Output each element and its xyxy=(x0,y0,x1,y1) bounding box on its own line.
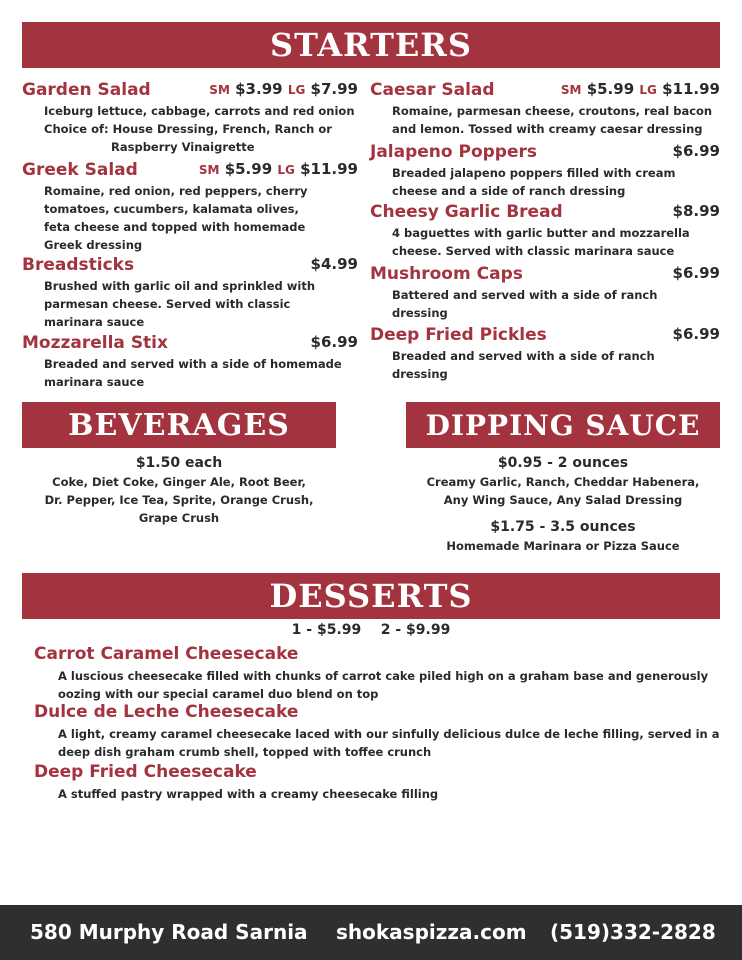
dessert-name: Deep Fried Cheesecake xyxy=(34,762,257,782)
item-name: Cheesy Garlic Bread xyxy=(370,202,563,222)
item-name: Jalapeno Poppers xyxy=(370,142,538,162)
dipping-price-small: $0.95 - 2 ounces xyxy=(497,455,629,471)
menu-item-greek-salad xyxy=(22,160,358,256)
dessert-name: Carrot Caramel Cheesecake xyxy=(34,644,299,664)
beverages-list-line: Grape Crush xyxy=(138,511,220,525)
menu-item-breadsticks xyxy=(22,255,358,333)
footer-address: 580 Murphy Road Sarnia xyxy=(30,920,308,944)
item-price: SM $3.99 LG $7.99 xyxy=(209,80,358,98)
item-description: 4 baguettes with garlic butter and mozzarella cheese. Served with classic marinara sauce xyxy=(392,226,690,258)
item-description: Romaine, parmesan cheese, croutons, real bacon and lemon. Tossed with creamy caesar dressing xyxy=(392,104,713,136)
desserts-pricing: 1 - $5.99 2 - $9.99 xyxy=(291,622,451,638)
footer-bar xyxy=(0,905,742,960)
item-description: Breaded and served with a side of ranch dressing xyxy=(392,349,655,381)
starters-banner xyxy=(22,22,720,68)
dipping-sauce-section xyxy=(406,453,720,555)
dessert-item-dulce-de-leche xyxy=(34,702,720,761)
item-price: $6.99 xyxy=(310,333,358,351)
menu-item-mozzarella-stix xyxy=(22,333,358,393)
item-name: Mushroom Caps xyxy=(370,264,523,284)
beverages-section xyxy=(22,453,336,527)
dipping-sauce-banner xyxy=(406,402,720,448)
item-name: Deep Fried Pickles xyxy=(370,325,547,345)
item-description: Romaine, red onion, red peppers, cherry tomatoes, cucumbers, kalamata olives, feta cheese and topped with homemade Greek dressing xyxy=(44,184,308,252)
menu-item-deep-fried-pickles xyxy=(370,325,720,385)
item-description: Brushed with garlic oil and sprinkled with parmesan cheese. Served with classic marinara sauce xyxy=(44,279,316,329)
item-price: SM $5.99 LG $11.99 xyxy=(198,160,358,178)
dessert-description: A light, creamy caramel cheesecake laced with our sinfully delicious dulce de leche filling, served in a deep dish graham crumb shell, topped with toffee crunch xyxy=(58,727,720,759)
desserts-title: DESSERTS xyxy=(269,577,473,615)
item-description: Breaded jalapeno poppers filled with cream cheese and a side of ranch dressing xyxy=(392,166,676,198)
item-name: Mozzarella Stix xyxy=(22,333,168,353)
dipping-list-line: Homemade Marinara or Pizza Sauce xyxy=(446,539,680,553)
item-price: $8.99 xyxy=(672,202,720,220)
item-name: Garden Salad xyxy=(22,80,151,100)
dipping-price-large: $1.75 - 3.5 ounces xyxy=(490,519,636,535)
menu-item-jalapeno-poppers xyxy=(370,142,720,202)
starters-title: STARTERS xyxy=(270,26,472,64)
menu-item-cheesy-garlic-bread xyxy=(370,202,720,262)
dessert-item-carrot-caramel xyxy=(34,644,708,703)
dipping-list-line: Creamy Garlic, Ranch, Cheddar Habenera, xyxy=(426,475,700,489)
item-price: $6.99 xyxy=(672,264,720,282)
beverages-list-line: Dr. Pepper, Ice Tea, Sprite, Orange Crush, xyxy=(44,493,314,507)
menu-item-mushroom-caps xyxy=(370,264,720,324)
beverages-list-line: Coke, Diet Coke, Ginger Ale, Root Beer, xyxy=(52,475,306,489)
menu-item-garden-salad xyxy=(22,80,358,158)
footer-website[interactable]: shokaspizza.com xyxy=(336,920,527,944)
beverages-price: $1.50 each xyxy=(135,455,223,471)
item-description: Iceburg lettuce, cabbage, carrots and red onion Choice of: House Dressing, French, Ranch or Raspberry Vinaigrette xyxy=(44,104,355,154)
footer-phone[interactable]: (519)332-2828 xyxy=(550,920,716,944)
dessert-name: Dulce de Leche Cheesecake xyxy=(34,702,299,722)
item-price: $6.99 xyxy=(672,325,720,343)
beverages-title: BEVERAGES xyxy=(68,407,290,443)
desserts-banner xyxy=(22,573,720,619)
dessert-description: A luscious cheesecake filled with chunks of carrot cake piled high on a graham base and generously oozing with our special caramel duo blend on top xyxy=(58,669,709,701)
item-name: Caesar Salad xyxy=(370,80,495,100)
item-price: SM $5.99 LG $11.99 xyxy=(560,80,720,98)
menu-item-caesar-salad xyxy=(370,80,720,142)
item-price: $6.99 xyxy=(672,142,720,160)
item-name: Breadsticks xyxy=(22,255,135,275)
beverages-banner xyxy=(22,402,336,448)
dessert-description: A stuffed pastry wrapped with a creamy cheesecake filling xyxy=(58,787,439,801)
item-description: Battered and served with a side of ranch dressing xyxy=(392,288,658,320)
item-name: Greek Salad xyxy=(22,160,138,180)
dessert-item-deep-fried-cheesecake xyxy=(34,762,438,803)
dipping-list-line: Any Wing Sauce, Any Salad Dressing xyxy=(443,493,683,507)
item-description: Breaded and served with a side of homemade marinara sauce xyxy=(44,357,342,389)
dipping-sauce-title: DIPPING SAUCE xyxy=(425,408,701,442)
item-price: $4.99 xyxy=(310,255,358,273)
